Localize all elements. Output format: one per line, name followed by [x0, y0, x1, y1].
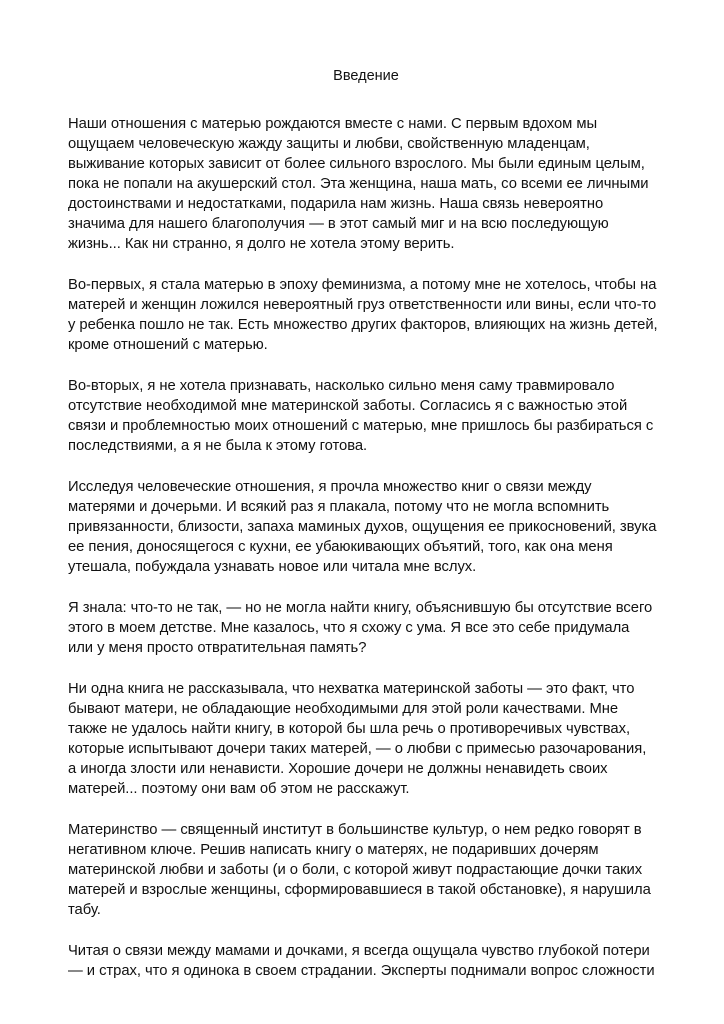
text-line: Исследуя человеческие отношения, я прочла множество книг о связи между [68, 479, 592, 495]
text-line: значима для нашего благополучия — в этот самый миг и на всю последующую [68, 216, 609, 232]
text-line: пока не попали на акушерский стол. Эта женщина, наша мать, со всеми ее личными [68, 176, 649, 192]
text-line: бывают матери, не обладающие необходимыми для этой роли качествами. Мне [68, 701, 619, 717]
text-line: которые испытывают дочери таких матерей, — о любви с примесью разочарования, [68, 741, 647, 757]
paragraph [68, 820, 664, 920]
text-line: утешала, побуждала узнавать новое или читала мне вслух. [68, 559, 477, 575]
paragraph [68, 275, 664, 355]
text-line: Во-вторых, я не хотела признавать, насколько сильно меня саму травмировало [68, 378, 615, 394]
text-line: этого в моем детстве. Мне казалось, что я схожу с ума. Я все это себе придумала [68, 620, 630, 636]
text-line: — и страх, что я одинока в своем страдании. Эксперты поднимали вопрос сложности [68, 963, 655, 979]
text-line: матерей... поэтому они вам об этом не расскажут. [68, 781, 410, 797]
text-line: материнской любви и заботы (и о боли, с которой живут подрастающие дочки таких [68, 862, 643, 878]
text-line: матерями и дочерьми. И всякий раз я плакала, потому что не могла вспомнить [68, 499, 610, 515]
text-line: последствиями, а я не была к этому готова. [68, 438, 368, 454]
text-line: а иногда злости или ненависти. Хорошие дочери не должны ненавидеть своих [68, 761, 608, 777]
text-line: отсутствие необходимой мне материнской заботы. Согласись я с важностью этой [68, 398, 628, 414]
text-line: также не удалось найти книгу, в которой бы шла речь о противоречивых чувствах, [68, 721, 631, 737]
text-line: табу. [68, 902, 101, 918]
text-line: Я знала: что-то не так, — но не могла найти книгу, объяснившую бы отсутствие всего [68, 600, 653, 616]
text-line: Материнство — священный институт в большинстве культур, о нем редко говорят в [68, 822, 642, 838]
text-line: Во-первых, я стала матерью в эпоху феминизма, а потому мне не хотелось, чтобы на [68, 277, 657, 293]
text-line: связи и проблемностью моих отношений с матерью, мне пришлось бы разбираться с [68, 418, 654, 434]
paragraph [68, 376, 664, 456]
text-line: жизнь... Как ни странно, я долго не хотела этому верить. [68, 236, 455, 252]
paragraph [68, 477, 664, 577]
paragraph [68, 941, 664, 981]
paragraph [68, 114, 664, 254]
document-page [68, 66, 664, 1002]
paragraph [68, 598, 664, 658]
text-line: матерей и взрослые женщины, сформировавшиеся в такой обстановке), я нарушила [68, 882, 651, 898]
text-line: Ни одна книга не рассказывала, что нехватка материнской заботы — это факт, что [68, 681, 635, 697]
text-line: выживание которых зависит от более сильного взрослого. Мы были единым целым, [68, 156, 645, 172]
text-line: матерей и женщин ложился невероятный груз ответственности или вины, если что-то [68, 297, 657, 313]
text-line: Наши отношения с матерью рождаются вместе с нами. С первым вдохом мы [68, 116, 598, 132]
text-line: ее пения, доносящегося с кухни, ее убаюкивающих объятий, того, как она меня [68, 539, 613, 555]
text-line: привязанности, близости, запаха маминых духов, ощущения ее прикосновений, звука [68, 519, 657, 535]
text-line: кроме отношений с матерью. [68, 337, 268, 353]
text-line: Читая о связи между мамами и дочками, я всегда ощущала чувство глубокой потери [68, 943, 650, 959]
text-line: достоинствами и недостатками, подарила нам жизнь. Наша связь невероятно [68, 196, 604, 212]
text-line: или у меня просто отвратительная память? [68, 640, 367, 656]
text-line: ощущаем человеческую жажду защиты и любви, свойственную младенцам, [68, 136, 590, 152]
paragraph [68, 679, 664, 799]
text-line: негативном ключе. Решив написать книгу о матерях, не подаривших дочерям [68, 842, 599, 858]
page-title: Введение [333, 68, 399, 84]
text-line: у ребенка пошло не так. Есть множество других факторов, влияющих на жизнь детей, [68, 317, 658, 333]
